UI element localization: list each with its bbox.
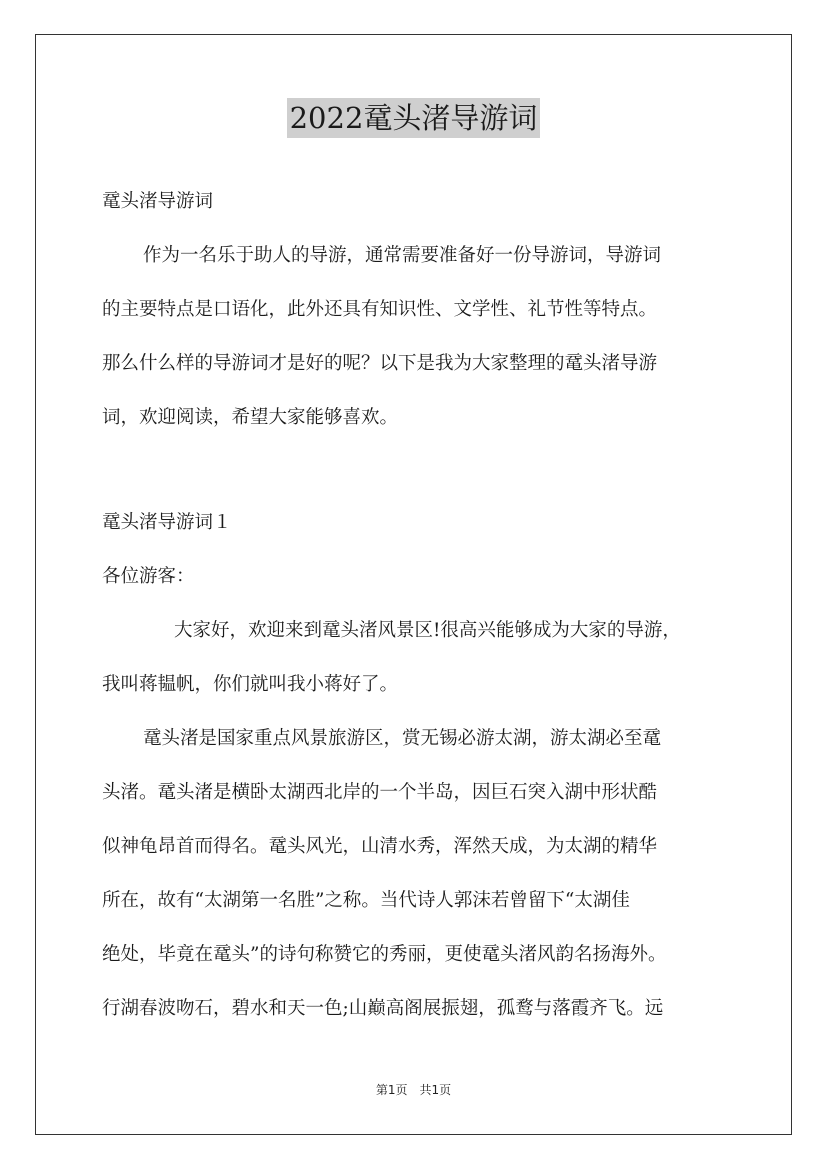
page-footer: 第1页 共1页 [375,1083,452,1097]
paragraph-line: 大家好，欢迎来到鼋头渚风景区!很高兴能够成为大家的导游， [174,620,681,641]
section-heading: 鼋头渚导游词１ [102,512,232,533]
intro-line: 词，欢迎阅读，希望大家能够喜欢。 [102,407,399,428]
paragraph-line: 所在，故有“太湖第一名胜”之称。当代诗人郭沫若曾留下“太湖佳 [102,890,630,911]
intro-line: 的主要特点是口语化，此外还具有知识性、文学性、礼节性等特点。 [102,299,658,320]
document-title-text: 2022鼋头渚导游词 [287,98,541,138]
paragraph-line: 绝处，毕竟在鼋头”的诗句称赞它的秀丽，更使鼋头渚风韵名扬海外。 [102,944,667,965]
paragraph-line: 行湖春波吻石，碧水和天一色;山巅高阁展振翅，孤鹜与落霞齐飞。远 [102,998,664,1019]
intro-line: 作为一名乐于助人的导游，通常需要准备好一份导游词，导游词 [143,245,662,266]
document-body [102,175,742,1036]
subtitle: 鼋头渚导游词 [102,191,214,212]
paragraph-line: 我叫蒋韫帆，你们就叫我小蒋好了。 [102,674,399,695]
paragraph-gap [102,445,742,496]
greeting: 各位游客： [102,566,195,587]
intro-line: 那么什么样的导游词才是好的呢？以下是我为大家整理的鼋头渚导游 [102,353,658,374]
document-title [0,98,827,138]
paragraph-line: 鼋头渚是国家重点风景旅游区，赏无锡必游太湖，游太湖必至鼋 [143,728,662,749]
paragraph-line: 头渚。鼋头渚是横卧太湖西北岸的一个半岛，因巨石突入湖中形状酷 [102,782,658,803]
paragraph-line: 似神龟昂首而得名。鼋头风光，山清水秀，浑然天成，为太湖的精华 [102,836,658,857]
